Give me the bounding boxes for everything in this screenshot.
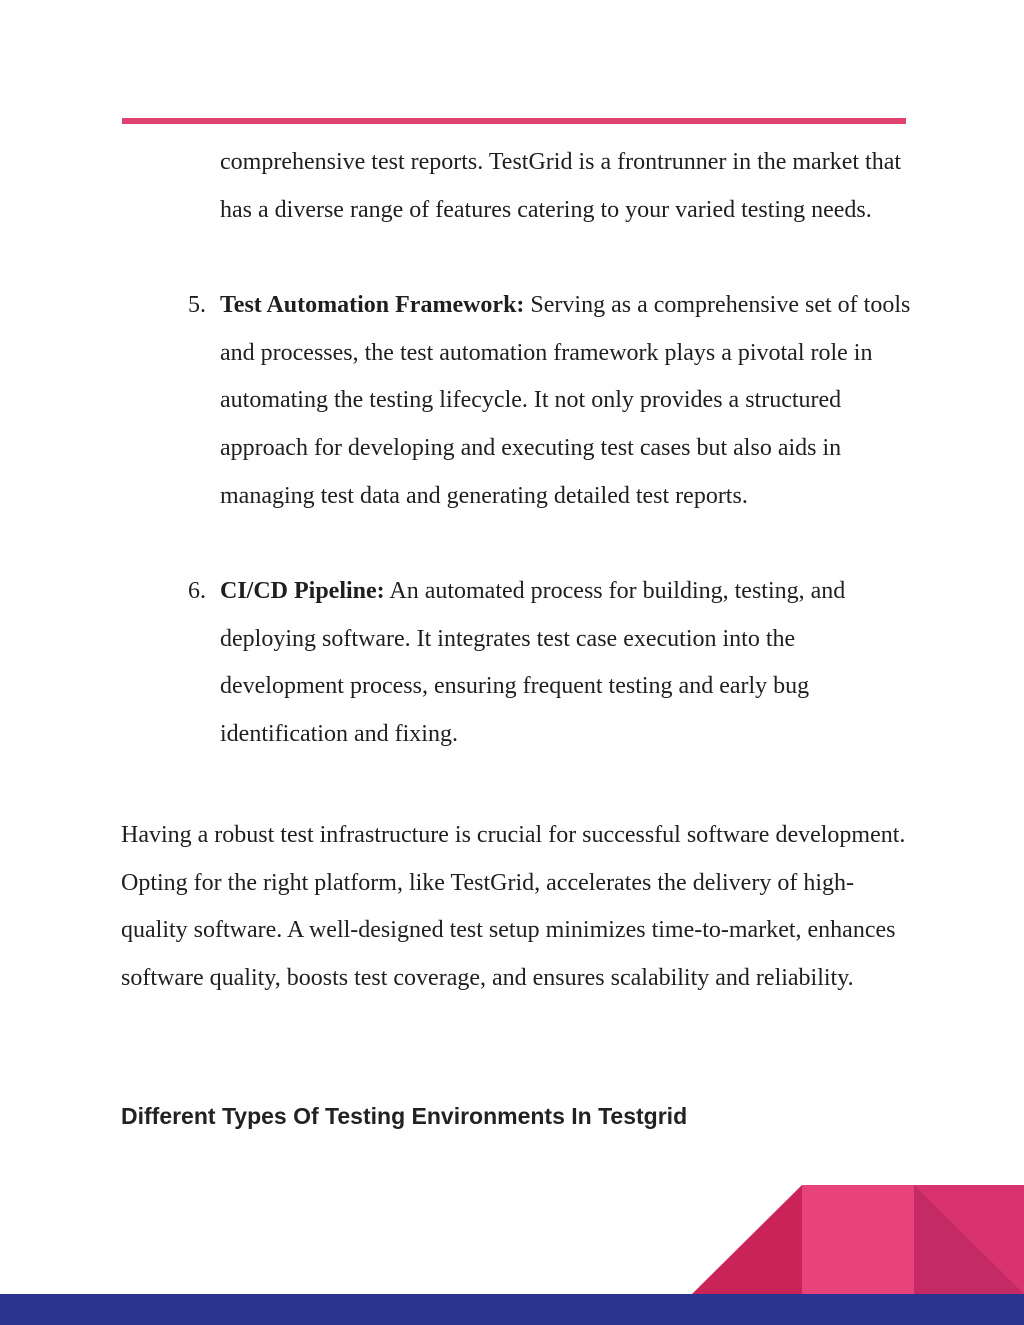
continuation-text: comprehensive test reports. TestGrid is a frontrunner in the market that has a diverse range of features catering to your varied testing needs. xyxy=(220,149,902,223)
decor-shade xyxy=(914,1185,1024,1294)
list-item-term: Test Automation Framework: xyxy=(220,292,525,318)
top-accent-rule xyxy=(122,118,906,124)
body-paragraph: Having a robust test infrastructure is crucial for successful software development. Opting for the right platform, like TestGrid, accelerates the delivery of high-quality software. A well-designed test setup minimizes time-to-market, enhances software quality, boosts test coverage, and ensures scalability and reliability. xyxy=(121,822,906,992)
section-heading: Different Types Of Testing Environments In Testgrid xyxy=(121,1103,688,1129)
list-item-text: Serving as a comprehensive set of tools and processes, the test automation framework plays a pivotal role in automating the testing lifecycle. It not only provides a structured approach for developing and executing test cases but also aids in managing test data and generating detailed test reports. xyxy=(220,292,911,509)
list-item xyxy=(188,568,920,759)
list-item-term: CI/CD Pipeline: xyxy=(220,578,385,604)
decor-square-right xyxy=(914,1185,1024,1294)
decor-square xyxy=(802,1185,914,1294)
footer-bar xyxy=(0,1294,1024,1325)
list-item-number: 6. xyxy=(188,578,206,604)
decor-triangle xyxy=(692,1185,802,1294)
list-item-text: An automated process for building, testing, and deploying software. It integrates test case execution into the development process, ensuring frequent testing and early bug identification and fixing. xyxy=(220,578,846,748)
list-item-number: 5. xyxy=(188,292,206,318)
list-item xyxy=(188,282,920,521)
